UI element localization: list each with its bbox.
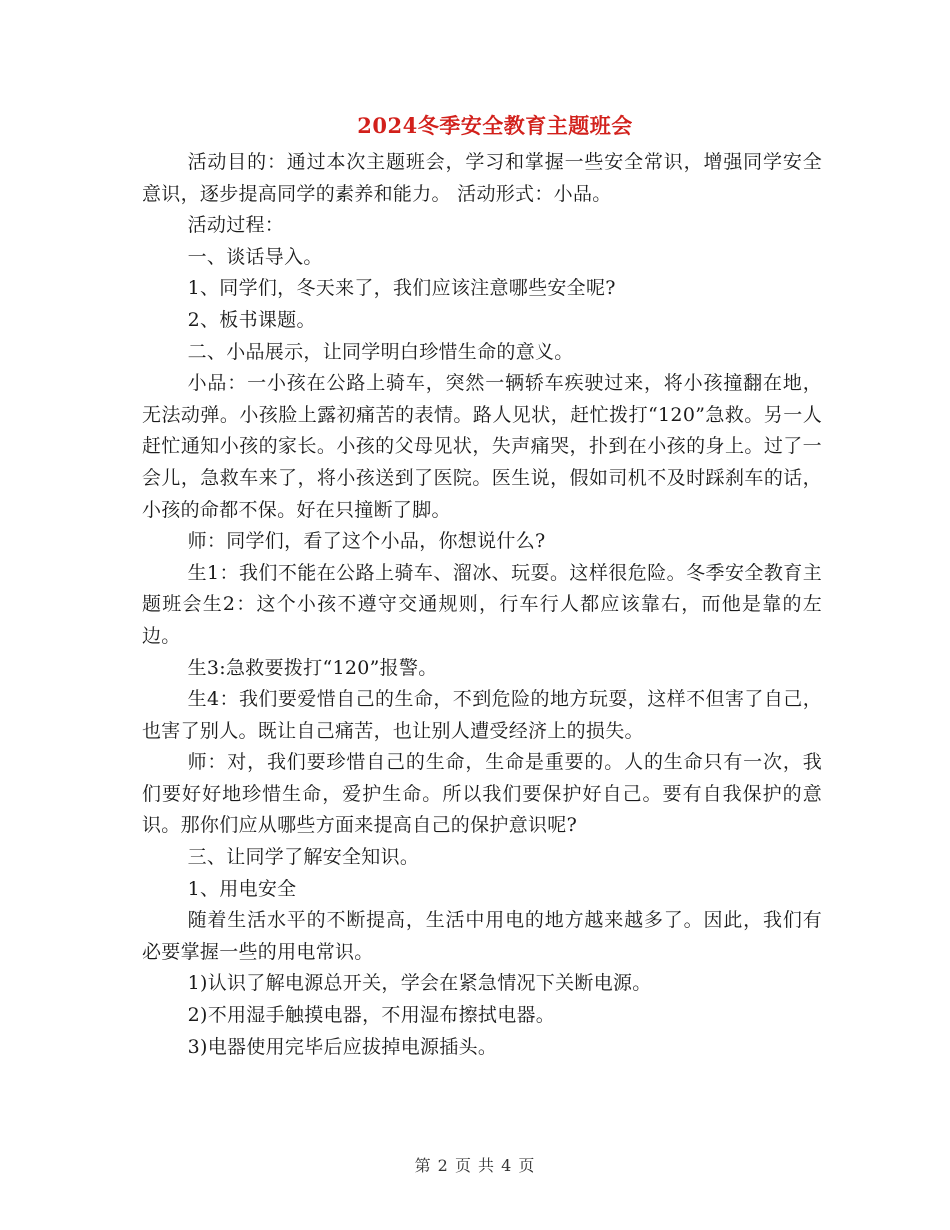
paragraph-item-1-2: 2、板书课题。 [187, 308, 316, 331]
paragraph-electric-intro: 随着生活水平的不断提高，生活中用电的地方越来越多了。因此，我们有必要掌握一些的用电常识。 [142, 909, 822, 963]
paragraph-teacher-question: 师：同学们，看了这个小品，你想说什么? [187, 530, 546, 553]
paragraph-process-heading: 活动过程： [187, 214, 285, 237]
paragraph-electric-tip-1: 1)认识了解电源总开关，学会在紧急情况下关断电源。 [187, 972, 652, 995]
paragraph-electric-tip-3: 3)电器使用完毕后应拔掉电源插头。 [187, 1035, 498, 1058]
paragraph-student-1-2: 生1：我们不能在公路上骑车、溜冰、玩耍。这样很危险。冬季安全教育主题班会生2：这个小孩不遵守交通规则，行车行人都应该靠右，而他是靠的左边。 [142, 561, 822, 647]
paragraph-student-3: 生3:急救要拨打“120”报警。 [187, 656, 438, 679]
paragraph-purpose: 活动目的：通过本次主题班会，学习和掌握一些安全常识，增强同学安全意识，逐步提高同学的素养和能力。 活动形式：小品。 [142, 151, 822, 205]
paragraph-skit: 小品：一小孩在公路上骑车，突然一辆轿车疾驶过来，将小孩撞翻在地，无法动弹。小孩脸上露初痛苦的表情。路人见状，赶忙拨打“120”急救。另一人赶忙通知小孩的家长。小孩的父母见状，失声痛哭，扑到在小孩的身上。过了一会儿，急救车来了，将小孩送到了医院。医生说，假如司机不及时踩刹车的话，小孩的命都不保。好在只撞断了脚。 [142, 372, 822, 521]
paragraph-item-1-1: 1、同学们，冬天来了，我们应该注意哪些安全呢? [187, 277, 616, 300]
paragraph-section-1: 一、谈话导入。 [187, 245, 323, 268]
paragraph-electric-safety-heading: 1、用电安全 [187, 877, 297, 900]
paragraph-section-3: 三、让同学了解安全知识。 [187, 846, 420, 869]
document-title: 2024冬季安全教育主题班会 [357, 113, 633, 138]
paragraph-teacher-summary: 师：对，我们要珍惜自己的生命，生命是重要的。人的生命只有一次，我们要好好地珍惜生命，爱护生命。所以我们要保护好自己。要有自我保护的意识。那你们应从哪些方面来提高自己的保护意识呢? [142, 751, 822, 837]
page-footer: 第 2 页 共 4 页 [414, 1156, 536, 1175]
paragraph-electric-tip-2: 2)不用湿手触摸电器，不用湿布擦拭电器。 [187, 1004, 556, 1027]
paragraph-section-2: 二、小品展示，让同学明白珍惜生命的意义。 [187, 340, 574, 363]
document-body [142, 147, 822, 1063]
paragraph-student-4: 生4：我们要爱惜自己的生命，不到危险的地方玩耍，这样不但害了自己，也害了别人。既让自己痛苦，也让别人遭受经济上的损失。 [142, 688, 822, 742]
